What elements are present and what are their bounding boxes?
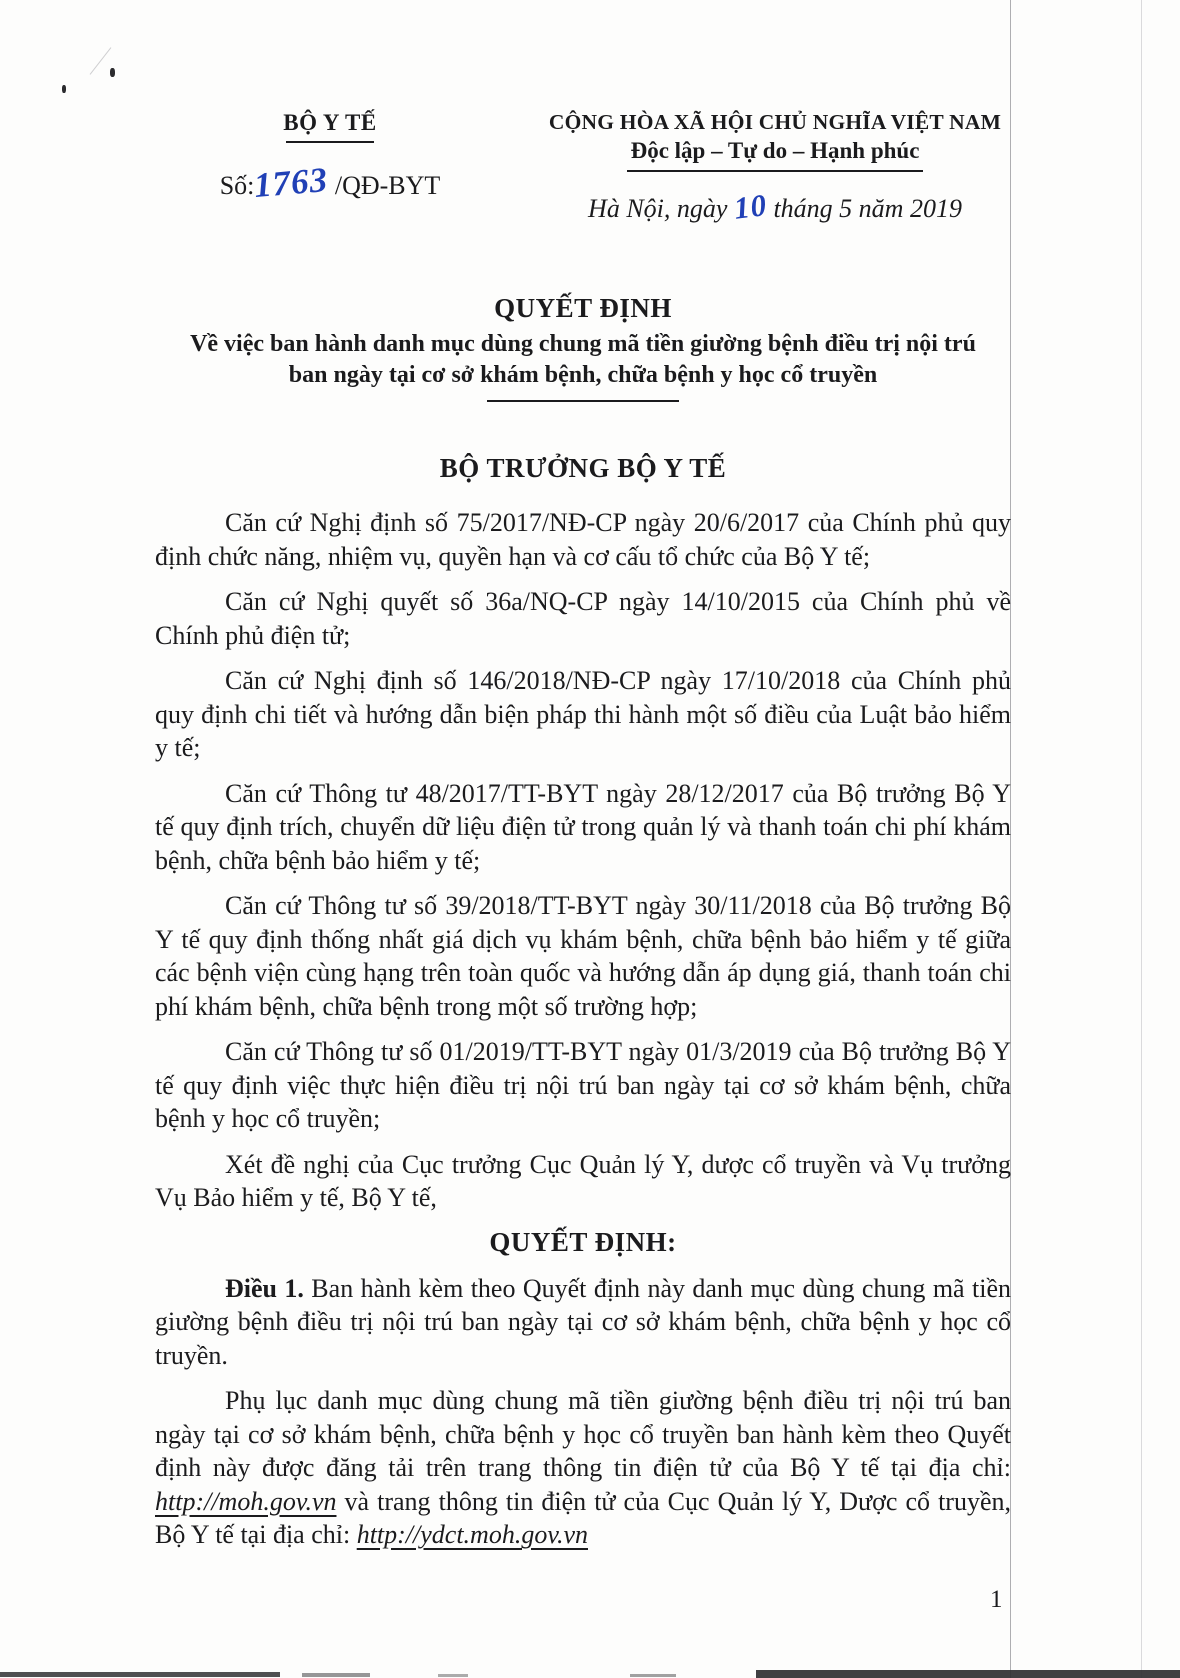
article-1-text: Ban hành kèm theo Quyết định này danh mục dùng chung mã tiền giường bệnh điều trị nội trú ban ngày tại cơ sở khám bệnh, chữa bệnh y học cổ truyền. [155, 1273, 1011, 1370]
preamble-paragraph: Căn cứ Thông tư số 01/2019/TT-BYT ngày 01/3/2019 của Bộ trưởng Bộ Y tế quy định việc thực hiện điều trị nội trú ban ngày tại cơ sở khám bệnh, chữa bệnh y học cổ truyền; [155, 1037, 1011, 1133]
country-title: CỘNG HÒA XÃ HỘI CHỦ NGHĨA VIỆT NAM [548, 110, 1002, 134]
org-underline [286, 141, 374, 143]
scan-scratch [90, 47, 112, 74]
scan-fold-line-faint [1141, 0, 1142, 1678]
document-number-suffix: /QĐ-BYT [334, 171, 441, 200]
preamble-paragraph: Căn cứ Nghị định số 75/2017/NĐ-CP ngày 20/6/2017 của Chính phủ quy định chức năng, nhiệm vụ, quyền hạn và cơ cấu tổ chức của Bộ Y tế; [155, 508, 1011, 571]
preamble-paragraph: Căn cứ Nghị quyết số 36a/NQ-CP ngày 14/10/2015 của Chính phủ về Chính phủ điện tử; [155, 587, 1011, 650]
subject-line-1: Về việc ban hành danh mục dùng chung mã tiền giường bệnh điều trị nội trú [190, 331, 976, 357]
appendix-text-1: Phụ lục danh mục dùng chung mã tiền giường bệnh điều trị nội trú ban ngày tại cơ sở khám bệnh, chữa bệnh y học cổ truyền ban hành kèm theo Quyết định này được đăng tải trên trang thông tin điện tử của Bộ Y tế tại địa chỉ: [155, 1386, 1011, 1482]
preamble-paragraph: Căn cứ Thông tư 48/2017/TT-BYT ngày 28/12/2017 của Bộ trưởng Bộ Y tế quy định trích, chuyển dữ liệu điện tử trong quản lý và thanh toán chi phí khám bệnh, chữa bệnh bảo hiểm y tế; [155, 778, 1011, 875]
document-number-line [198, 159, 462, 206]
decision-heading: QUYẾT ĐỊNH: [489, 1226, 677, 1257]
scan-bottom-edge [756, 1670, 1180, 1678]
moh-url: http://moh.gov.vn [155, 1486, 337, 1516]
page-number: 1 [990, 1586, 1003, 1613]
subject-underline [487, 400, 679, 402]
preamble-paragraph: Căn cứ Nghị định số 146/2018/NĐ-CP ngày 17/10/2018 của Chính phủ quy định chi tiết và hướng dẫn biện pháp thi hành một số điều của Luật bảo hiểm y tế; [155, 666, 1011, 762]
article-1-paragraph [155, 1272, 1011, 1373]
scan-speck [110, 68, 115, 77]
issuing-authority: BỘ TRƯỞNG BỘ Y TẾ [439, 453, 727, 483]
national-header-block [533, 110, 1017, 224]
scan-bottom-edge [302, 1673, 370, 1677]
document-kind: QUYẾT ĐỊNH [494, 293, 672, 323]
document-number-handwritten: 1763 [252, 159, 330, 206]
scan-bottom-edge [630, 1674, 676, 1677]
preamble-paragraph: Xét đề nghị của Cục trưởng Cục Quản lý Y, dược cổ truyền và Vụ trưởng Vụ Bảo hiểm y tế, Bộ Y tế, [155, 1149, 1011, 1212]
national-motto: Độc lập – Tự do – Hạnh phúc [627, 138, 924, 172]
document-body [155, 506, 1011, 1564]
place-date-suffix: tháng 5 năm 2019 [773, 194, 962, 223]
article-1-label: Điều 1. [225, 1273, 304, 1303]
place-date-prefix: Hà Nội, ngày [588, 194, 728, 223]
place-date-line [533, 187, 1017, 226]
scan-speck [62, 85, 66, 93]
document-subject [155, 329, 1011, 391]
subject-line-2: ban ngày tại cơ sở khám bệnh, chữa bệnh y học cổ truyền [288, 362, 878, 388]
appendix-paragraph [155, 1384, 1011, 1552]
scan-bottom-edge [438, 1674, 468, 1677]
appendix-text-2: và trang thông tin điện tử của Cục Quản lý Y, Dược cổ truyền, Bộ Y tế tại địa chỉ: [155, 1486, 1011, 1549]
day-handwritten: 10 [731, 187, 769, 226]
document-number-prefix: Số: [219, 171, 255, 200]
document-title-block [155, 293, 1011, 402]
ydct-url: http://ydct.moh.gov.vn [356, 1520, 588, 1549]
issuing-org-name: BỘ Y TẾ [283, 110, 377, 135]
scan-bottom-edge [0, 1672, 280, 1677]
preamble-paragraph: Căn cứ Thông tư số 39/2018/TT-BYT ngày 30/11/2018 của Bộ trưởng Bộ Y tế quy định thống nhất giá dịch vụ khám bệnh, chữa bệnh bảo hiểm y tế giữa các bệnh viện cùng hạng trên toàn quốc và hướng dẫn áp dụng giá, thanh toán chi phí khám bệnh, chữa bệnh trong một số trường hợp; [155, 891, 1011, 1021]
issuing-org-block [198, 110, 462, 206]
